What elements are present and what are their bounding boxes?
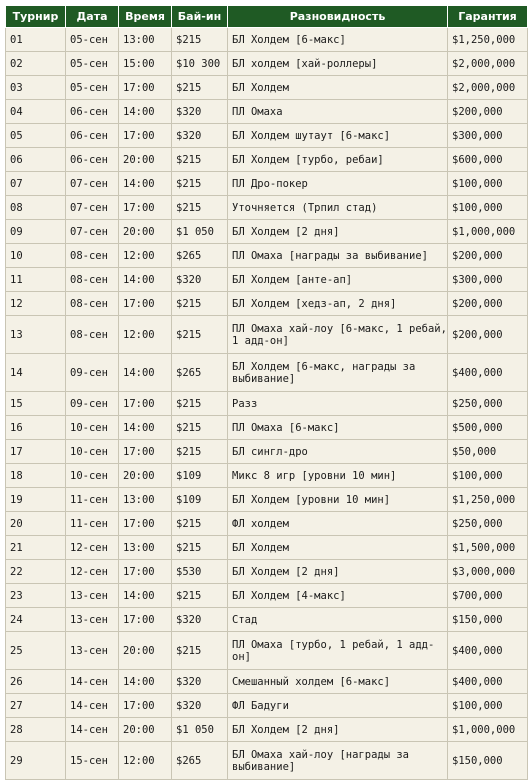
table-row <box>6 742 528 780</box>
time-cell: 14:00 <box>119 354 172 392</box>
buyin-cell: $215 <box>172 148 228 172</box>
variant-cell: БЛ Холдем <box>228 536 448 560</box>
date-cell: 13-сен <box>66 584 119 608</box>
date-cell: 06-сен <box>66 100 119 124</box>
guarantee-cell: $100,000 <box>448 196 528 220</box>
buyin-cell: $215 <box>172 316 228 354</box>
variant-cell: Стад <box>228 608 448 632</box>
guarantee-cell: $1,250,000 <box>448 488 528 512</box>
date-cell: 06-сен <box>66 124 119 148</box>
variant-cell: БЛ Холдем [6-макс, награды за выбивание] <box>228 354 448 392</box>
guarantee-cell: $250,000 <box>448 392 528 416</box>
buyin-cell: $320 <box>172 670 228 694</box>
table-row <box>6 584 528 608</box>
variant-cell: БЛ Омаха хай-лоу [награды за выбивание] <box>228 742 448 780</box>
date-cell: 15-сен <box>66 742 119 780</box>
time-cell: 20:00 <box>119 148 172 172</box>
date-cell: 05-сен <box>66 52 119 76</box>
guarantee-cell: $200,000 <box>448 316 528 354</box>
variant-cell: БЛ сингл-дро <box>228 440 448 464</box>
header-row <box>6 6 528 28</box>
time-cell: 14:00 <box>119 268 172 292</box>
guarantee-cell: $700,000 <box>448 584 528 608</box>
date-cell: 13-сен <box>66 608 119 632</box>
table-row <box>6 244 528 268</box>
date-cell: 12-сен <box>66 536 119 560</box>
tourney-cell: 15 <box>6 392 66 416</box>
tourney-cell: 23 <box>6 584 66 608</box>
guarantee-cell: $400,000 <box>448 354 528 392</box>
time-cell: 13:00 <box>119 536 172 560</box>
date-cell: 10-сен <box>66 416 119 440</box>
time-cell: 17:00 <box>119 196 172 220</box>
date-cell: 11-сен <box>66 512 119 536</box>
time-cell: 12:00 <box>119 244 172 268</box>
date-cell: 09-сен <box>66 392 119 416</box>
guarantee-cell: $50,000 <box>448 440 528 464</box>
variant-cell: Уточняется (Трпил стад) <box>228 196 448 220</box>
tourney-cell: 02 <box>6 52 66 76</box>
tourney-cell: 16 <box>6 416 66 440</box>
table-row <box>6 316 528 354</box>
table-row <box>6 464 528 488</box>
variant-cell: БЛ Холдем [2 дня] <box>228 718 448 742</box>
tourney-cell: 06 <box>6 148 66 172</box>
table-row <box>6 416 528 440</box>
variant-cell: ПЛ Омаха [награды за выбивание] <box>228 244 448 268</box>
date-cell: 07-сен <box>66 220 119 244</box>
guarantee-cell: $1,000,000 <box>448 220 528 244</box>
time-cell: 12:00 <box>119 742 172 780</box>
buyin-cell: $215 <box>172 632 228 670</box>
table-row <box>6 148 528 172</box>
tourney-cell: 24 <box>6 608 66 632</box>
date-cell: 14-сен <box>66 718 119 742</box>
table-body <box>6 28 528 780</box>
time-cell: 17:00 <box>119 608 172 632</box>
guarantee-cell: $200,000 <box>448 100 528 124</box>
tourney-cell: 08 <box>6 196 66 220</box>
schedule-container <box>5 5 527 780</box>
table-row <box>6 608 528 632</box>
variant-cell: БЛ Холдем <box>228 76 448 100</box>
variant-cell: Смешанный холдем [6-макс] <box>228 670 448 694</box>
tourney-cell: 04 <box>6 100 66 124</box>
table-row <box>6 536 528 560</box>
buyin-cell: $215 <box>172 392 228 416</box>
variant-cell: БЛ Холдем [2 дня] <box>228 220 448 244</box>
tourney-cell: 07 <box>6 172 66 196</box>
tourney-cell: 25 <box>6 632 66 670</box>
buyin-cell: $320 <box>172 608 228 632</box>
guarantee-cell: $100,000 <box>448 694 528 718</box>
buyin-cell: $10 300 <box>172 52 228 76</box>
guarantee-cell: $1,500,000 <box>448 536 528 560</box>
tourney-cell: 18 <box>6 464 66 488</box>
guarantee-cell: $300,000 <box>448 124 528 148</box>
date-cell: 12-сен <box>66 560 119 584</box>
time-cell: 13:00 <box>119 488 172 512</box>
table-row <box>6 76 528 100</box>
tourney-cell: 29 <box>6 742 66 780</box>
tourney-cell: 12 <box>6 292 66 316</box>
time-cell: 14:00 <box>119 416 172 440</box>
table-row <box>6 124 528 148</box>
col-header-buyin: Бай-ин <box>172 6 228 28</box>
tourney-cell: 10 <box>6 244 66 268</box>
col-header-time: Время <box>119 6 172 28</box>
buyin-cell: $320 <box>172 694 228 718</box>
tourney-cell: 22 <box>6 560 66 584</box>
table-row <box>6 670 528 694</box>
time-cell: 14:00 <box>119 584 172 608</box>
time-cell: 20:00 <box>119 718 172 742</box>
variant-cell: БЛ Холдем [6-макс] <box>228 28 448 52</box>
time-cell: 14:00 <box>119 100 172 124</box>
time-cell: 13:00 <box>119 28 172 52</box>
guarantee-cell: $2,000,000 <box>448 76 528 100</box>
variant-cell: ПЛ Омаха <box>228 100 448 124</box>
buyin-cell: $215 <box>172 536 228 560</box>
table-row <box>6 196 528 220</box>
variant-cell: ПЛ Омаха [турбо, 1 ребай, 1 адд-он] <box>228 632 448 670</box>
table-row <box>6 52 528 76</box>
variant-cell: БЛ Холдем [уровни 10 мин] <box>228 488 448 512</box>
date-cell: 06-сен <box>66 148 119 172</box>
table-row <box>6 392 528 416</box>
table-row <box>6 354 528 392</box>
col-header-variant: Разновидность <box>228 6 448 28</box>
date-cell: 08-сен <box>66 244 119 268</box>
variant-cell: БЛ Холдем [хедз-ап, 2 дня] <box>228 292 448 316</box>
guarantee-cell: $300,000 <box>448 268 528 292</box>
table-row <box>6 100 528 124</box>
variant-cell: ПЛ Омаха [6-макс] <box>228 416 448 440</box>
tourney-cell: 26 <box>6 670 66 694</box>
date-cell: 05-сен <box>66 28 119 52</box>
date-cell: 07-сен <box>66 172 119 196</box>
guarantee-cell: $100,000 <box>448 172 528 196</box>
time-cell: 17:00 <box>119 292 172 316</box>
variant-cell: ФЛ холдем <box>228 512 448 536</box>
guarantee-cell: $3,000,000 <box>448 560 528 584</box>
time-cell: 15:00 <box>119 52 172 76</box>
date-cell: 07-сен <box>66 196 119 220</box>
time-cell: 14:00 <box>119 670 172 694</box>
buyin-cell: $109 <box>172 464 228 488</box>
variant-cell: Микс 8 игр [уровни 10 мин] <box>228 464 448 488</box>
table-row <box>6 512 528 536</box>
buyin-cell: $215 <box>172 172 228 196</box>
table-row <box>6 560 528 584</box>
time-cell: 17:00 <box>119 124 172 148</box>
time-cell: 14:00 <box>119 172 172 196</box>
guarantee-cell: $500,000 <box>448 416 528 440</box>
buyin-cell: $265 <box>172 244 228 268</box>
buyin-cell: $109 <box>172 488 228 512</box>
tourney-cell: 03 <box>6 76 66 100</box>
table-row <box>6 488 528 512</box>
time-cell: 20:00 <box>119 632 172 670</box>
date-cell: 08-сен <box>66 292 119 316</box>
variant-cell: БЛ Холдем шутаут [6-макс] <box>228 124 448 148</box>
variant-cell: ФЛ Бадуги <box>228 694 448 718</box>
date-cell: 13-сен <box>66 632 119 670</box>
guarantee-cell: $150,000 <box>448 742 528 780</box>
date-cell: 14-сен <box>66 694 119 718</box>
time-cell: 17:00 <box>119 392 172 416</box>
time-cell: 17:00 <box>119 76 172 100</box>
time-cell: 17:00 <box>119 440 172 464</box>
buyin-cell: $1 050 <box>172 220 228 244</box>
time-cell: 17:00 <box>119 512 172 536</box>
tourney-cell: 11 <box>6 268 66 292</box>
time-cell: 12:00 <box>119 316 172 354</box>
buyin-cell: $215 <box>172 440 228 464</box>
tourney-cell: 20 <box>6 512 66 536</box>
buyin-cell: $320 <box>172 100 228 124</box>
buyin-cell: $265 <box>172 354 228 392</box>
variant-cell: БЛ Холдем [анте-ап] <box>228 268 448 292</box>
guarantee-cell: $200,000 <box>448 244 528 268</box>
guarantee-cell: $150,000 <box>448 608 528 632</box>
buyin-cell: $215 <box>172 196 228 220</box>
buyin-cell: $215 <box>172 292 228 316</box>
date-cell: 10-сен <box>66 440 119 464</box>
guarantee-cell: $2,000,000 <box>448 52 528 76</box>
date-cell: 08-сен <box>66 316 119 354</box>
guarantee-cell: $400,000 <box>448 632 528 670</box>
buyin-cell: $215 <box>172 416 228 440</box>
variant-cell: БЛ Холдем [4-макс] <box>228 584 448 608</box>
time-cell: 17:00 <box>119 560 172 584</box>
time-cell: 20:00 <box>119 464 172 488</box>
tourney-cell: 14 <box>6 354 66 392</box>
guarantee-cell: $1,250,000 <box>448 28 528 52</box>
variant-cell: БЛ Холдем [2 дня] <box>228 560 448 584</box>
table-row <box>6 718 528 742</box>
guarantee-cell: $600,000 <box>448 148 528 172</box>
table-row <box>6 292 528 316</box>
tourney-cell: 09 <box>6 220 66 244</box>
guarantee-cell: $200,000 <box>448 292 528 316</box>
tournament-schedule-table <box>5 5 528 780</box>
date-cell: 11-сен <box>66 488 119 512</box>
variant-cell: Разз <box>228 392 448 416</box>
col-header-guarantee: Гарантия <box>448 6 528 28</box>
table-row <box>6 694 528 718</box>
tourney-cell: 27 <box>6 694 66 718</box>
buyin-cell: $215 <box>172 512 228 536</box>
buyin-cell: $215 <box>172 76 228 100</box>
buyin-cell: $530 <box>172 560 228 584</box>
date-cell: 09-сен <box>66 354 119 392</box>
time-cell: 17:00 <box>119 694 172 718</box>
buyin-cell: $215 <box>172 28 228 52</box>
col-header-tourney: Турнир <box>6 6 66 28</box>
buyin-cell: $320 <box>172 124 228 148</box>
guarantee-cell: $250,000 <box>448 512 528 536</box>
time-cell: 20:00 <box>119 220 172 244</box>
table-row <box>6 172 528 196</box>
variant-cell: БЛ холдем [хай-роллеры] <box>228 52 448 76</box>
date-cell: 10-сен <box>66 464 119 488</box>
col-header-date: Дата <box>66 6 119 28</box>
table-row <box>6 440 528 464</box>
date-cell: 14-сен <box>66 670 119 694</box>
buyin-cell: $215 <box>172 584 228 608</box>
variant-cell: БЛ Холдем [турбо, ребаи] <box>228 148 448 172</box>
tourney-cell: 05 <box>6 124 66 148</box>
tourney-cell: 13 <box>6 316 66 354</box>
table-row <box>6 28 528 52</box>
table-row <box>6 268 528 292</box>
guarantee-cell: $400,000 <box>448 670 528 694</box>
variant-cell: ПЛ Омаха хай-лоу [6-макс, 1 ребай, 1 адд-он] <box>228 316 448 354</box>
tourney-cell: 21 <box>6 536 66 560</box>
date-cell: 08-сен <box>66 268 119 292</box>
buyin-cell: $1 050 <box>172 718 228 742</box>
buyin-cell: $320 <box>172 268 228 292</box>
guarantee-cell: $100,000 <box>448 464 528 488</box>
tourney-cell: 28 <box>6 718 66 742</box>
tourney-cell: 01 <box>6 28 66 52</box>
guarantee-cell: $1,000,000 <box>448 718 528 742</box>
variant-cell: ПЛ Дро-покер <box>228 172 448 196</box>
table-row <box>6 632 528 670</box>
buyin-cell: $265 <box>172 742 228 780</box>
date-cell: 05-сен <box>66 76 119 100</box>
tourney-cell: 17 <box>6 440 66 464</box>
table-row <box>6 220 528 244</box>
tourney-cell: 19 <box>6 488 66 512</box>
